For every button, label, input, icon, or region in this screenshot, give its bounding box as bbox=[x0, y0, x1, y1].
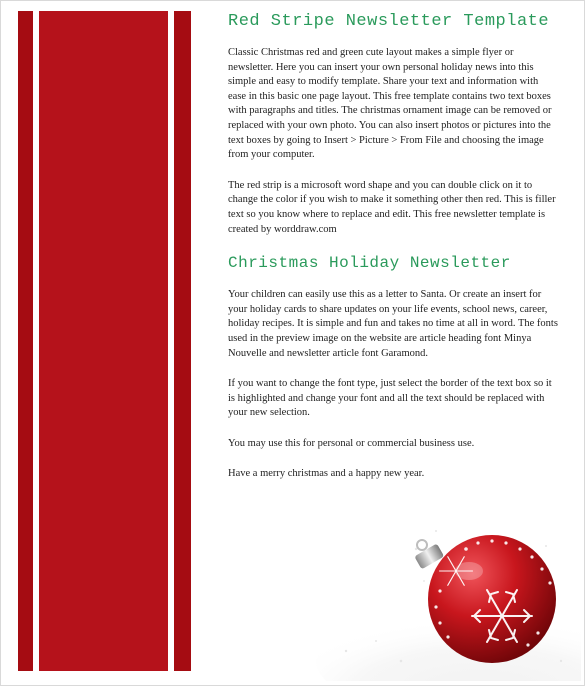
newsletter-text-box bbox=[228, 11, 558, 482]
intro-paragraph-1: Classic Christmas red and green cute layout makes a simple flyer or newsletter. Here you can insert your own personal holiday news into this simple and easy to modify template. Share your text and information with ease in this basic one page layout. This free template contains two text boxes with paragraphs and titles. The christmas ornament image can be removed or replaced with your own photo. You can also insert photos or pictures into the text boxes by going to Insert > Picture > From File and choosing the image from your computer. bbox=[228, 47, 552, 161]
red-stripe-left bbox=[18, 11, 33, 671]
section-paragraph-2: If you want to change the font type, just select the border of the text box so it is highlighted and change your font and all the text should be replaced with your new selection. bbox=[228, 378, 552, 419]
christmas-ornament-icon bbox=[306, 521, 581, 681]
section-paragraph-1: Your children can easily use this as a letter to Santa. Or create an insert for your holiday cards to share updates on your life events, school news, career, holiday recipes. It is simple and fun and takes no time at all in word. The fonts used in the preview image on the website are article heading font Minya Nouvelle and newsletter article font Garamond. bbox=[228, 289, 558, 359]
newsletter-title: Red Stripe Newsletter Template bbox=[228, 12, 550, 31]
section-title: Christmas Holiday Newsletter bbox=[228, 254, 511, 273]
section-paragraph-4: Have a merry christmas and a happy new year. bbox=[228, 468, 425, 480]
section-paragraph-3: You may use this for personal or commercial business use. bbox=[228, 437, 475, 449]
red-stripe-right bbox=[174, 11, 191, 671]
intro-paragraph-2: The red strip is a microsoft word shape and you can double click on it to change the color if you wish to make it something other then red. This is filler text so you know where to replace and edit. This free newsletter template is created by worddraw.com bbox=[228, 179, 556, 235]
red-stripe-main bbox=[39, 11, 168, 671]
